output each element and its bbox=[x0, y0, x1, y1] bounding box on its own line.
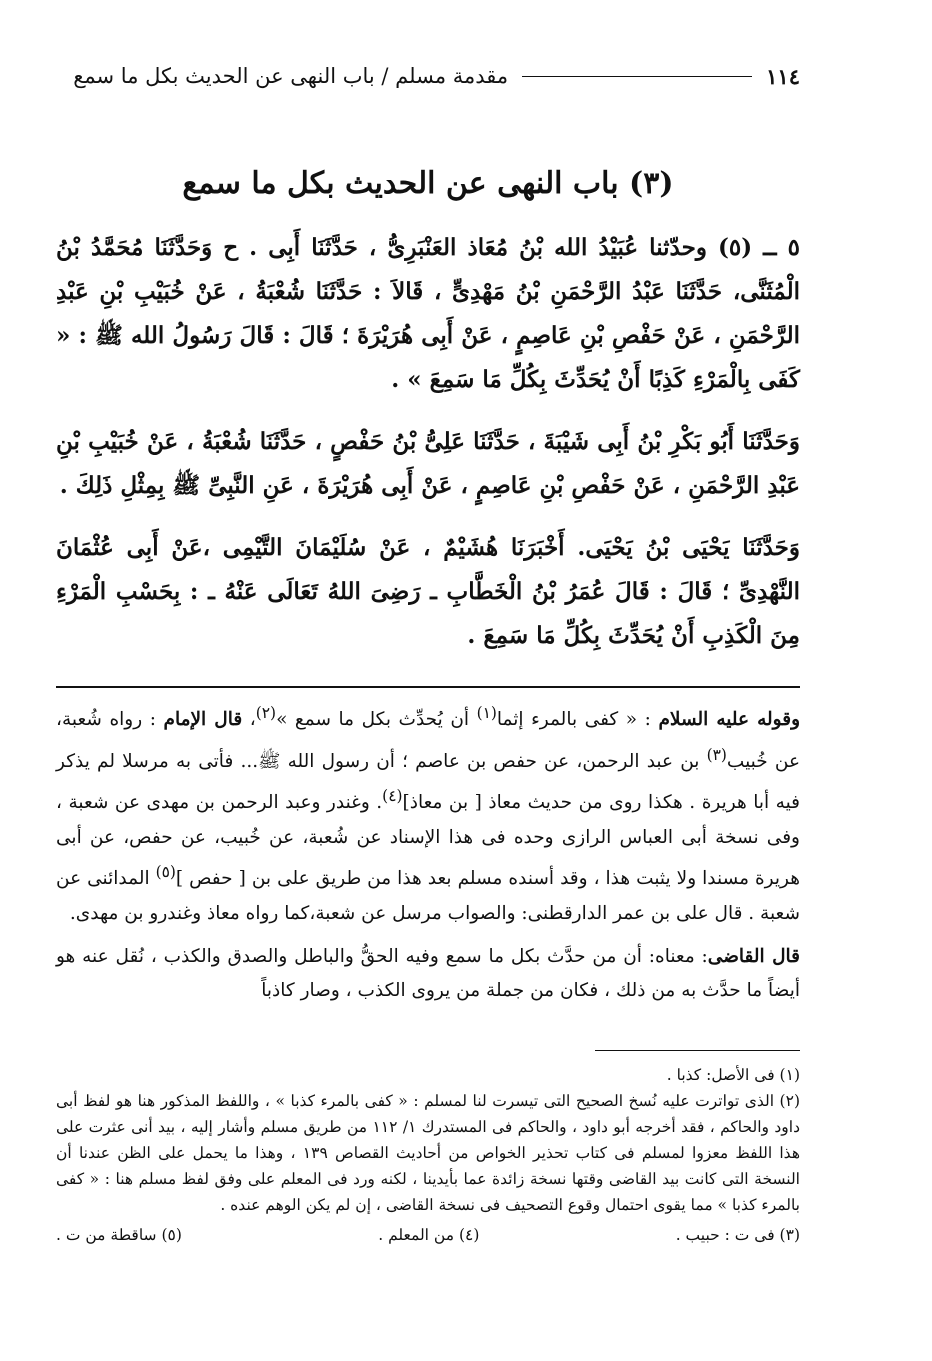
header-rule bbox=[522, 76, 752, 77]
chapter-title: (٣) باب النهى عن الحديث بكل ما سمع bbox=[182, 166, 674, 201]
hadith-text bbox=[56, 226, 800, 676]
footnote: (٤) من المعلم . bbox=[378, 1226, 480, 1244]
commentary-text: بن عبد الرحمن، عن حفص بن عاصم ؛ أن رسول الله ﷺ... فأتى به مرسلا لم يذكر فيه أبا هريرة . هكذا روى من حديث معاذ [ بن معاذ] bbox=[56, 750, 801, 814]
commentary-text: أن يُحدِّث بكل ما سمع » bbox=[276, 709, 477, 731]
commentary-paragraph bbox=[56, 940, 800, 1009]
footnote-row bbox=[56, 1222, 800, 1248]
footnote-marker: (٤) bbox=[382, 787, 403, 806]
footnotes bbox=[56, 1062, 800, 1248]
commentary-lead: وقوله عليه السلام bbox=[658, 709, 800, 731]
commentary-lead: قال الإمام bbox=[163, 709, 243, 731]
commentary-text: : معناه: أن من حدَّث بكل ما سمع وفيه الحقُّ والباطل والصدق والكذب ، نُقل عنه هو أيضاً ما حدَّث به من ذلك ، فكان من جملة من يروى الكذب ، وصار كاذباً bbox=[56, 945, 800, 1002]
running-header bbox=[56, 56, 800, 96]
commentary-divider bbox=[56, 686, 800, 688]
footnote: (٥) ساقطة من ت . bbox=[56, 1226, 182, 1244]
footnote: (٢) الذى تواترت عليه نُسخ الصحيح التى تيسرت لنا لمسلم : « كفى بالمرء كذبا » ، واللفظ المذكور هنا هو لفظ أبى داود والحاكم ، فقد أخرجه أبو داود ، والحاكم فى المستدرك ١/ ١١٢ من طريق مسلم وأشار إليه ، بيد أنى عثرت على هذا اللفظ معزوا لمسلم فى كتاب تحذير الخواص من أحاديث القصاص ١٣٩ ، وهذا ما يحمل على الظن عندنا أن النسخة التى كانت بيد القاضى وقتها نسخة زائدة عما بأيدينا ، لكنه ورد فى المعلم على وفق لفظ مسلم هنا : « كفى بالمرء كذبا » مما يقوى احتمال وقوع التصحيف فى نسخة القاضى ، إن لم يكن الوهم عنده . bbox=[56, 1092, 800, 1214]
commentary-text: : « كفى بالمرء إثما bbox=[496, 709, 659, 731]
footnote-marker: (٢) bbox=[255, 704, 277, 722]
footnote-marker: (١) bbox=[476, 704, 497, 722]
commentary-text: المدائنى عن شعبة . قال على بن عمر الدارقطنى: والصواب مرسل عن شعبة،كما رواه معاذ وغندرو بن مهدى. bbox=[56, 868, 800, 925]
commentary-text: . وغندر وعبد الرحمن بن مهدى عن شعبة ، وفى نسخة أبى العباس الرازى وحده فى هذا الإسناد عن شُعبة، عن خُبيب، عن حفص، عن أبى هريرة مسندا ولا يثبت هذا ، وقد أسنده مسلم بعد هذا من طريق على بن [ حفص ] bbox=[56, 792, 800, 890]
hadith-paragraph: ٥ ــ (٥) وحدّثنا عُبَيْدُ الله بْنُ مُعَاذ العَنْبَرِىُّ ، حَدَّثَنَا أَبِى . ح وَحَدَّثَنَا مُحَمَّدُ بْنُ الْمُثَنَّى، حَدَّثَنَا عَبْدُ الرَّحْمَنِ بْنُ مَهْدِىٍّ ، قَالاَ : حَدَّثَنَا شُعْبَةُ ، عَنْ خُبَيْبِ بْنِ عَبْدِ الرَّحْمَنِ ، عَنْ حَفْصِ بْنِ عَاصِمٍ ، عَنْ أَبِى هُرَيْرَةَ ؛ قَالَ : قَالَ رَسُولُ الله ﷺ : « كَفَى بِالْمَرْءِ كَذِبًا أَنْ يُحَدِّثَ بِكُلِّ مَا سَمِعَ » . bbox=[56, 234, 801, 393]
footnote-divider bbox=[595, 1050, 800, 1051]
commentary bbox=[56, 696, 800, 1017]
running-title: مقدمة مسلم / باب النهى عن الحديث بكل ما سمع bbox=[73, 64, 509, 88]
commentary-lead: قال القاضى bbox=[707, 945, 800, 967]
footnote: (١) فى الأصل: كذبا . bbox=[666, 1066, 800, 1084]
footnote-marker: (٣) bbox=[706, 745, 727, 764]
commentary-paragraph bbox=[56, 696, 800, 932]
footnote: (٣) فى ت : حبيب . bbox=[675, 1226, 800, 1244]
page-number: ١١٤ bbox=[766, 63, 800, 89]
hadith-paragraph: وَحَدَّثَنَا يَحْيَى بْنُ يَحْيَى. أَخْبَرَنَا هُشَيْمٌ ، عَنْ سُلَيْمَانَ التَّيْمِى ،عَنْ أَبِى عُثْمَانَ النَّهْدِىِّ ؛ قَالَ : قَالَ عُمَرُ بْنُ الْخَطَّابِ ـ رَضِىَ اللهُ تَعَالَى عَنْهُ ـ : بِحَسْبِ الْمَرْءِ مِنَ الْكَذِبِ أَنْ يُحَدِّثَ بِكُلِّ مَا سَمِعَ . bbox=[56, 534, 800, 649]
commentary-text: ، bbox=[242, 709, 256, 731]
hadith-paragraph: وَحَدَّثَنَا أَبُو بَكْرِ بْنُ أَبِى شَيْبَةَ ، حَدَّثَنَا عَلِىُّ بْنُ حَفْصٍ ، حَدَّثَنَا شُعْبَةُ ، عَنْ خُبَيْبِ بْنِ عَبْدِ الرَّحْمَنِ ، عَنْ حَفْصِ بْنِ عَاصِمٍ ، عَنْ أَبِى هُرَيْرَةَ ، عَنِ النَّبِىِّ ﷺ بِمِثْلِ ذَلِكَ . bbox=[56, 428, 800, 499]
footnote-marker: (٥) bbox=[155, 863, 176, 882]
commentary-text: : رواه شُعبة، عن خُبيب bbox=[56, 709, 800, 772]
document-page bbox=[56, 40, 800, 1340]
